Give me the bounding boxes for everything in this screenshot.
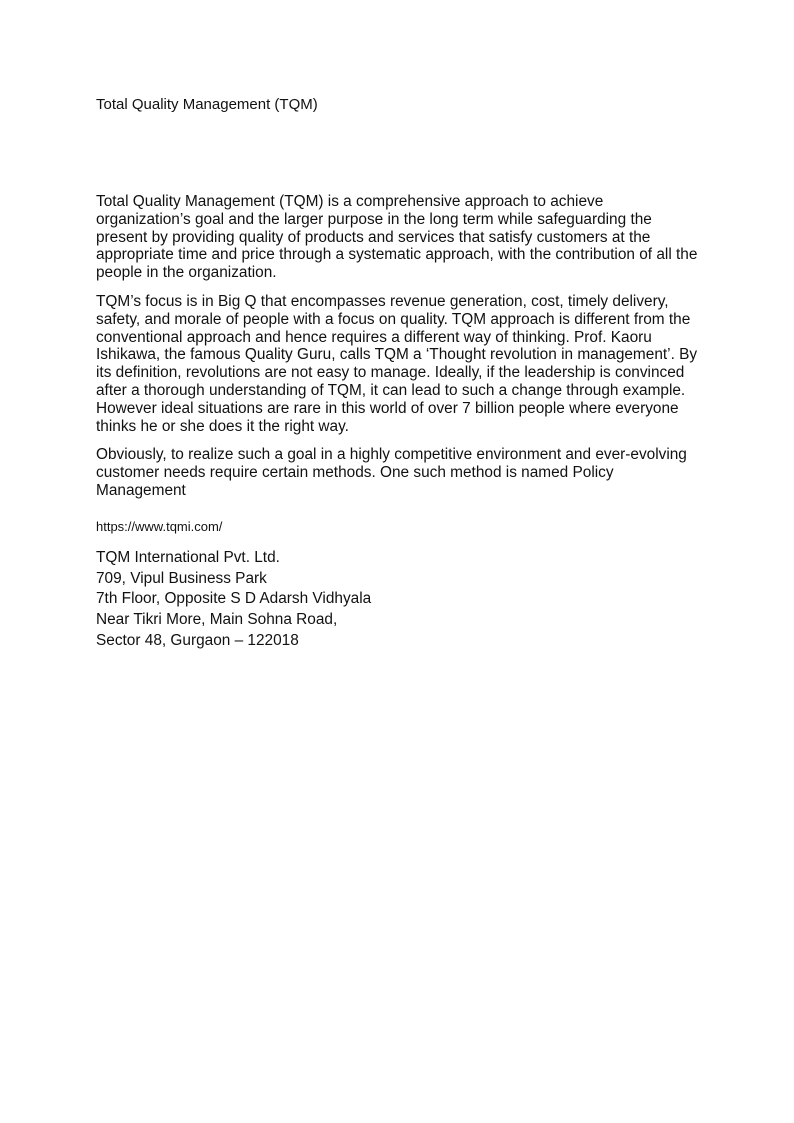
address-line: 709, Vipul Business Park <box>96 569 267 587</box>
address-line: TQM International Pvt. Ltd. <box>96 548 280 566</box>
paragraph-focus: TQM’s focus is in Big Q that encompasses revenue generation, cost, timely delivery, safety, and morale of people with a focus on quality. TQM approach is different from the conventional approach and hence requires a different way of thinking. Prof. Kaoru Ishikawa, the famous Quality Guru, calls TQM a ‘Thought revolution in management’. By its definition, revolutions are not easy to manage. Ideally, if the leadership is convinced after a thorough understanding of TQM, it can lead to such a change through example. However ideal situations are rare in this world of over 7 billion people where everyone thinks he or she does it the right way. <box>96 292 698 435</box>
document-title: Total Quality Management (TQM) <box>96 96 318 113</box>
document-body <box>96 193 700 652</box>
website-url: https://www.tqmi.com/ <box>96 518 223 534</box>
paragraph-methods: Obviously, to realize such a goal in a highly competitive environment and ever-evolving customer needs require certain methods. One such method is named Policy Management <box>96 446 687 499</box>
company-address <box>96 548 700 652</box>
paragraph-intro: Total Quality Management (TQM) is a comprehensive approach to achieve organization’s goal and the larger purpose in the long term while safeguarding the present by providing quality of products and services that satisfy customers at the appropriate time and price through a systematic approach, with the contribution of all the people in the organization. <box>96 193 698 282</box>
address-line: Near Tikri More, Main Sohna Road, <box>96 611 338 629</box>
address-line: 7th Floor, Opposite S D Adarsh Vidhyala <box>96 590 372 608</box>
address-line: Sector 48, Gurgaon – 122018 <box>96 631 299 649</box>
